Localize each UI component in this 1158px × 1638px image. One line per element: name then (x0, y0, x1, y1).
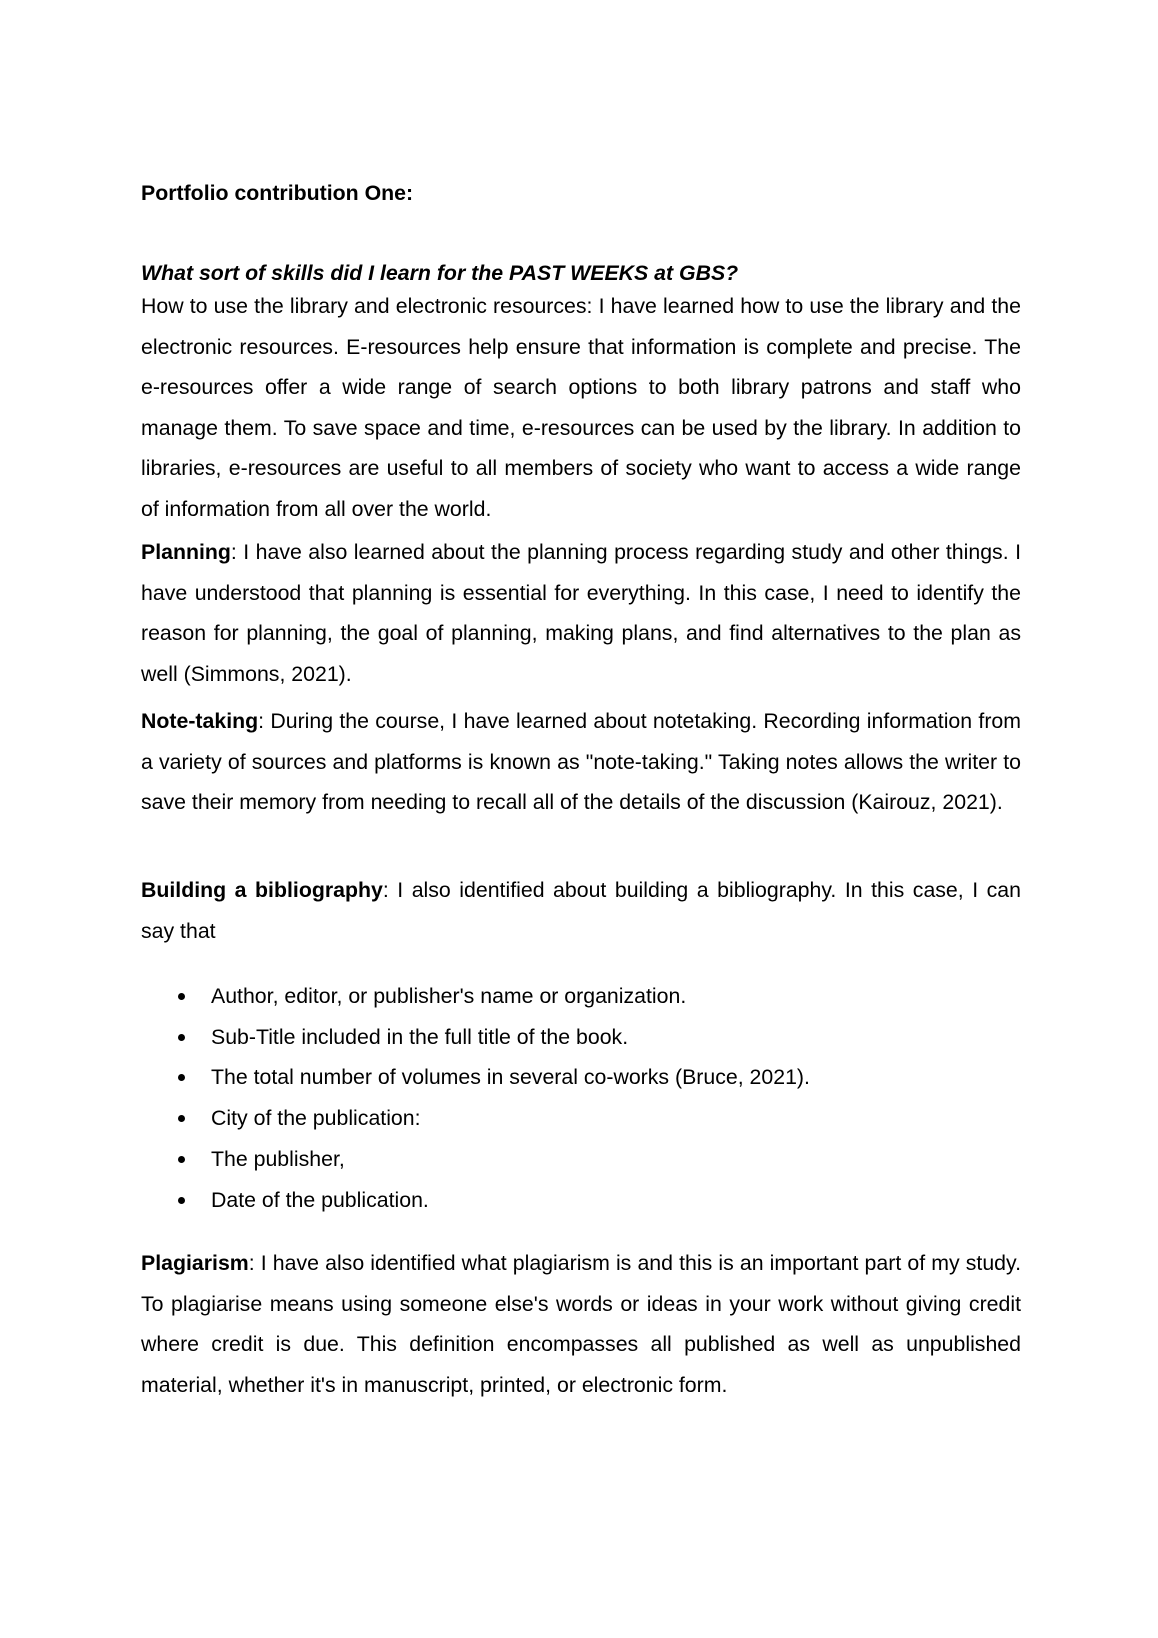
skills-question: What sort of skills did I learn for the PAST WEEKS at GBS? (141, 261, 739, 285)
notetaking-paragraph (141, 701, 1021, 823)
notetaking-term: Note-taking (141, 709, 259, 733)
list-item: City of the publication: (141, 1098, 1021, 1139)
list-item: Author, editor, or publisher's name or organization. (141, 976, 1021, 1017)
plagiarism-paragraph (141, 1243, 1021, 1405)
portfolio-heading: Portfolio contribution One: (141, 181, 414, 205)
bullet-icon (178, 1156, 185, 1163)
notetaking-text: : During the course, I have learned about notetaking. Recording information from a variety of sources and platforms is known as "note-taking." Taking notes allows the writer to save their memory from needing to recall all of the details of the discussion (Kairouz, 2021). (141, 709, 1021, 814)
bullet-icon (178, 993, 185, 1000)
list-item: The total number of volumes in several co-works (Bruce, 2021). (141, 1057, 1021, 1098)
planning-term: Planning (141, 540, 231, 564)
bibliography-text: : I also identified about building a bibliography. In this case, I can say that (141, 878, 1021, 943)
bullet-icon (178, 1197, 185, 1204)
list-item: Sub-Title included in the full title of the book. (141, 1017, 1021, 1058)
planning-paragraph (141, 532, 1021, 694)
bibliography-list (141, 976, 1021, 1220)
plagiarism-text: : I have also identified what plagiarism is and this is an important part of my study. To plagiarise means using someone else's words or ideas in your work without giving credit where credit is due. This definition encompasses all published as well as unpublished material, whether it's in manuscript, printed, or electronic form. (141, 1251, 1021, 1397)
bullet-icon (178, 1034, 185, 1041)
bullet-icon (178, 1115, 185, 1122)
document-page (141, 178, 1021, 1397)
planning-text: : I have also learned about the planning process regarding study and other things. I have understood that planning is essential for everything. In this case, I need to identify the reason for planning, the goal of planning, making plans, and find alternatives to the plan as well (Simmons, 2021). (141, 540, 1021, 686)
list-item: The publisher, (141, 1139, 1021, 1180)
bibliography-term: Building a bibliography (141, 878, 383, 902)
intro-paragraph: How to use the library and electronic resources: I have learned how to use the library and the electronic resources. E-resources help ensure that information is complete and precise. The e-resources offer a wide range of search options to both library patrons and staff who manage them. To save space and time, e-resources can be used by the library. In addition to libraries, e-resources are useful to all members of society who want to access a wide range of information from all over the world. (141, 294, 1021, 521)
list-item: Date of the publication. (141, 1180, 1021, 1221)
bullet-icon (178, 1074, 185, 1081)
bibliography-paragraph (141, 870, 1021, 951)
plagiarism-term: Plagiarism (141, 1251, 249, 1275)
